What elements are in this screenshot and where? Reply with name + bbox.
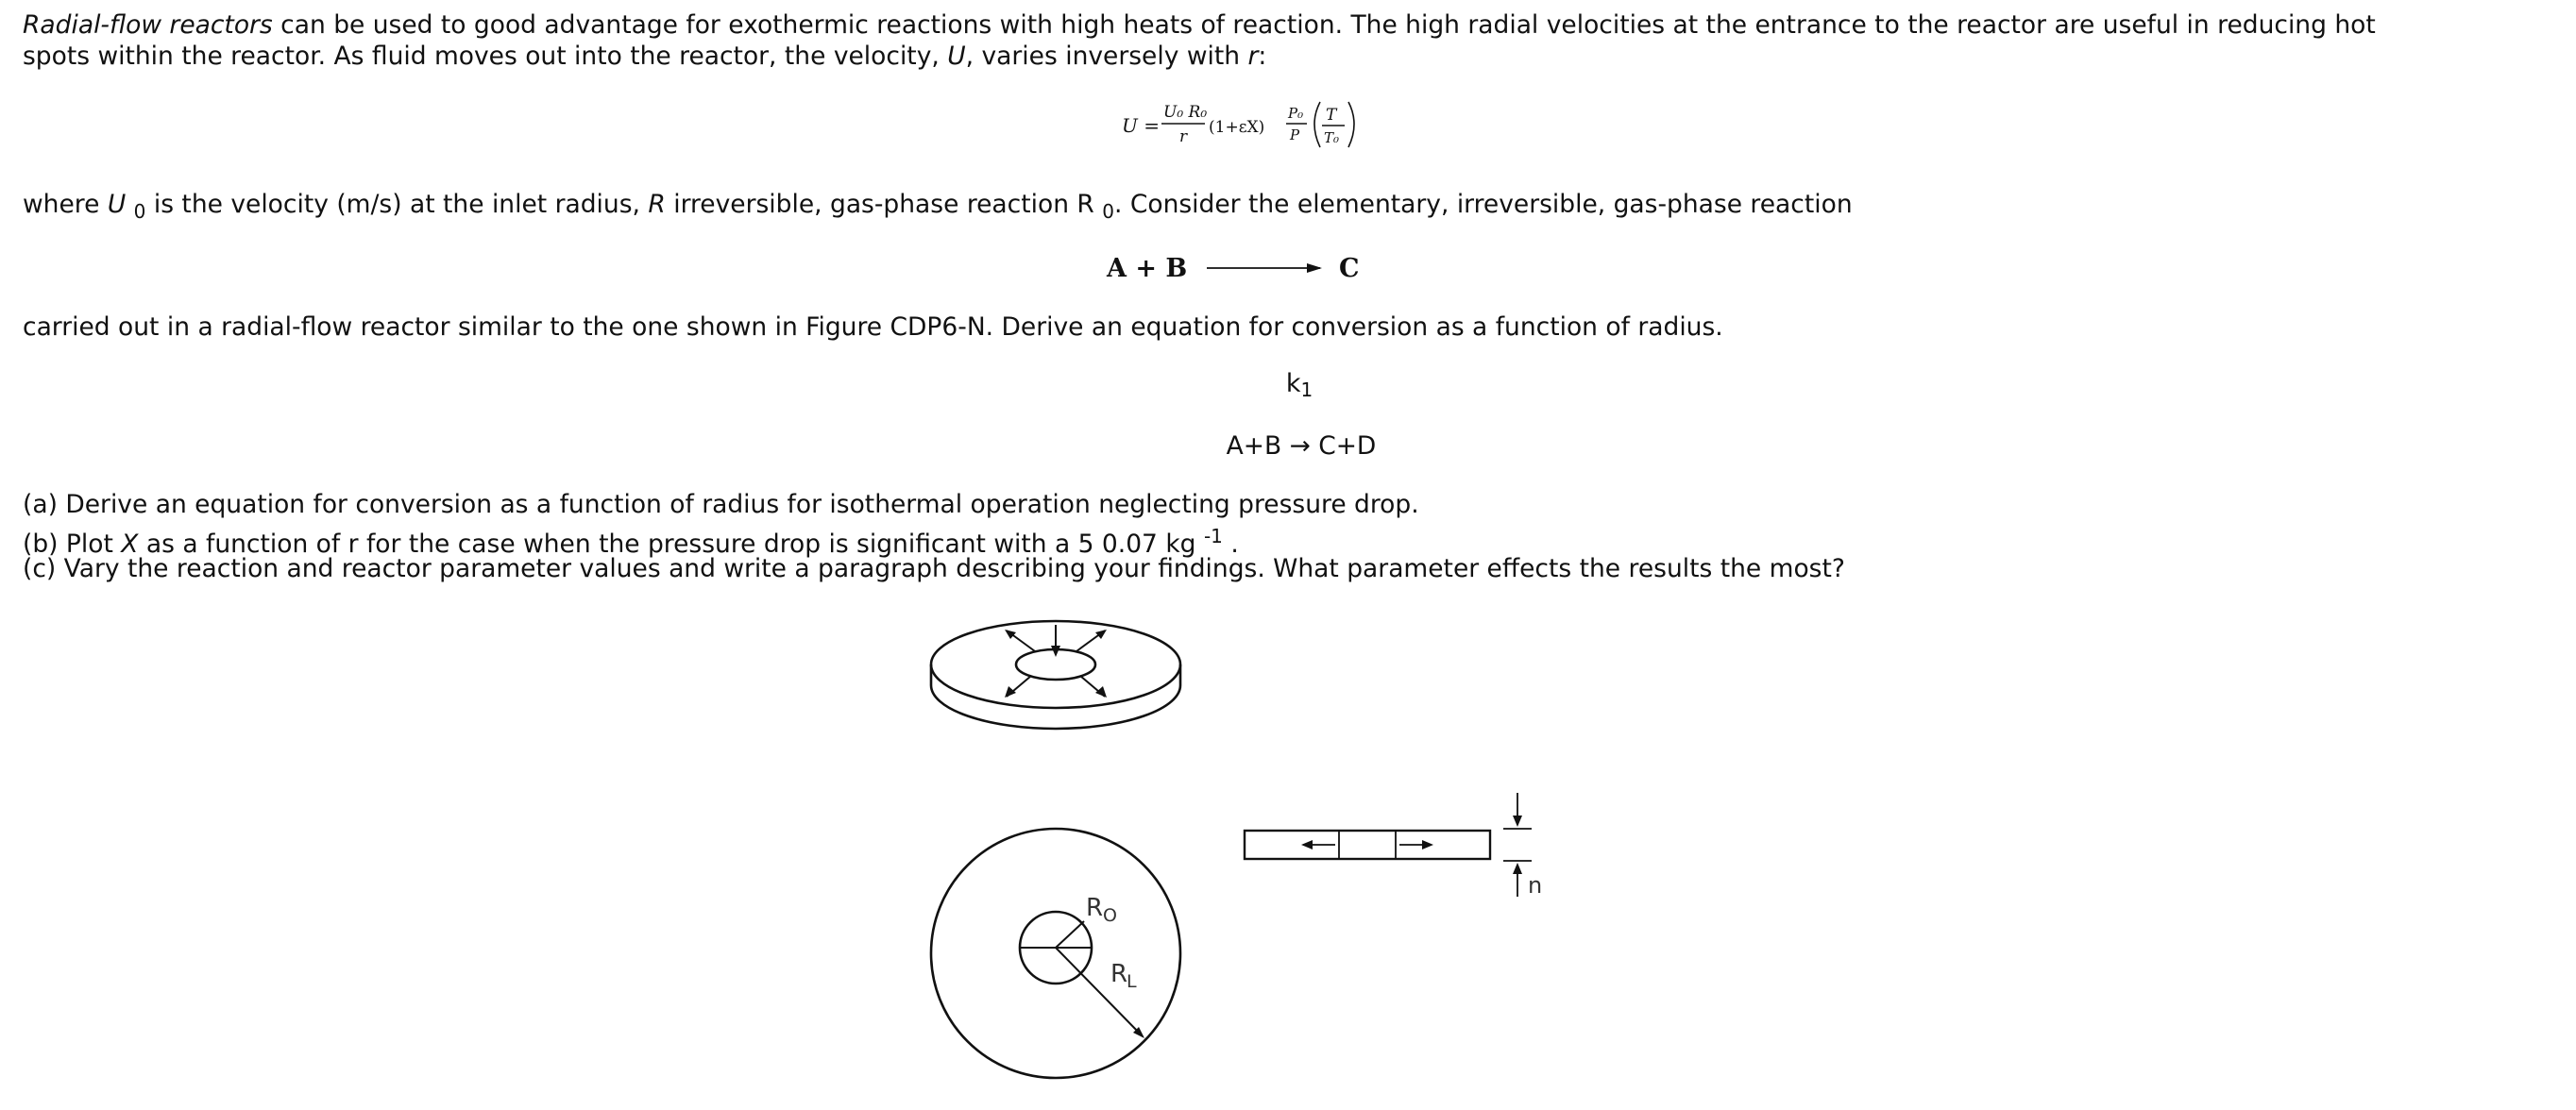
disk-top-view — [931, 829, 1180, 1078]
var-r: r — [1247, 42, 1259, 71]
where-line — [23, 189, 1853, 227]
where-text-a: where — [23, 190, 108, 219]
part-b-sup: -1 — [1203, 525, 1223, 547]
var-u0: U — [107, 190, 127, 219]
part-c: (c) Vary the reaction and reactor parameter values and write a paragraph describing your findings. What parameter effects the results the most? — [23, 554, 1845, 583]
label-r0-sub: O — [1103, 905, 1117, 926]
rate-constant-sub: 1 — [1300, 378, 1313, 401]
where-text-c: irreversible, gas-phase reaction R — [665, 190, 1103, 219]
eq-p-num: P₀ — [1288, 105, 1304, 122]
intro-line-2-text-a: spots within the reactor. As fluid moves out into the reactor, the velocity, — [23, 42, 948, 71]
label-rl: R — [1110, 960, 1128, 988]
eq-t-num: T — [1326, 106, 1337, 125]
velocity-equation — [0, 94, 2576, 179]
disk-side-view — [1245, 793, 1532, 897]
label-h: n — [1528, 872, 1543, 899]
intro-line-2-text-c: : — [1258, 42, 1267, 71]
eq-lhs: U = — [1122, 114, 1160, 137]
reaction-2: A+B → C+D — [1226, 431, 1377, 461]
part-b-text-3: . — [1222, 530, 1239, 559]
reaction-1-rhs: C — [1339, 254, 1360, 283]
sub-0b: 0 — [1102, 200, 1114, 223]
rate-constant — [0, 368, 2576, 406]
eq-num: U₀ R₀ — [1163, 103, 1208, 122]
reaction-1-lhs: A + B — [1107, 254, 1188, 283]
part-a: (a) Derive an equation for conversion as a function of radius for isothermal operation neglecting pressure drop. — [23, 490, 1419, 519]
reactor-figure — [0, 604, 2576, 1095]
part-b-text-2: as a function of r for the case when the pressure drop is significant with a 5 0.07 kg — [138, 530, 1204, 559]
part-b-text-1: (b) Plot — [23, 530, 122, 559]
eq-den: r — [1179, 127, 1188, 146]
where-text-d: . Consider the elementary, irreversible, gas-phase reaction — [1114, 190, 1853, 219]
label-r0: R — [1086, 894, 1104, 922]
var-r-cap: R — [648, 190, 666, 219]
reaction-1 — [0, 247, 2576, 294]
var-u: U — [947, 42, 966, 71]
intro-italic-term: Radial-flow reactors — [23, 10, 273, 40]
rate-constant-k: k — [1285, 369, 1301, 398]
disk-3d-drawing — [931, 621, 1180, 729]
intro-line-2 — [23, 41, 1266, 72]
eq-t-den: T₀ — [1324, 129, 1340, 146]
intro-line-1-text: can be used to good advantage for exothermic reactions with high heats of reaction. The high radial velocities at the entrance to the reactor are useful in reducing hot — [272, 10, 2376, 40]
label-rl-sub: L — [1127, 971, 1137, 992]
sub-0: 0 — [133, 200, 146, 223]
eq-p-den: P — [1290, 126, 1300, 143]
carried-line: carried out in a radial-flow reactor similar to the one shown in Figure CDP6-N. Derive an equation for conversion as a function of radius. — [23, 312, 1723, 342]
intro-line-2-text-b: , varies inversely with — [965, 42, 1248, 71]
part-b-var-x: X — [121, 530, 139, 559]
where-text-b: is the velocity (m/s) at the inlet radius, — [145, 190, 649, 219]
intro-line-1 — [23, 9, 2376, 41]
eq-mid: (1+εX) — [1209, 118, 1265, 137]
